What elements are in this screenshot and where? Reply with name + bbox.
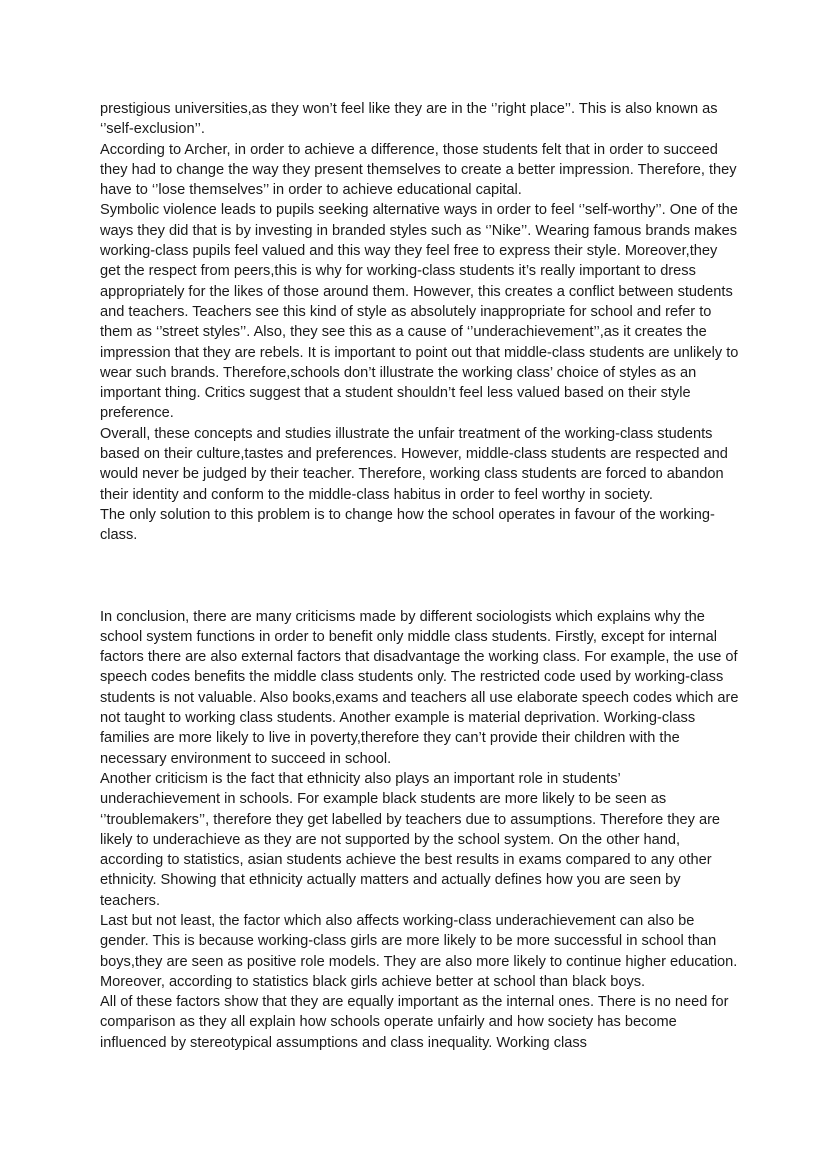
document-page [100,99,740,1053]
section-conclusion [100,607,740,1054]
paragraph-ethnicity: Another criticism is the fact that ethnicity also plays an important role in students’ underachievement in schools. For example black students are more likely to be seen as ‘’troublemakers’’, therefore they get labelled by teachers due to assumptions. Therefore they are likely to underachieve as they are not supported by the school system. On the other hand, according to statistics, asian students achieve the best results in exams compared to any other ethnicity. Showing that ethnicity actually matters and actually defines how you are seen by teachers. [100,770,721,909]
paragraph-self-exclusion: prestigious universities,as they won’t feel like they are in the ‘’right place’’. This is also known as ‘’self-exclusion’’. [100,101,718,138]
paragraph-symbolic-violence: Symbolic violence leads to pupils seeking alternative ways in order to feel ‘’self-worthy’’. One of the ways they did that is by investing in branded styles such as ‘’Nike’’. Wearing famous brands makes working-class pupils feel valued and this way they feel free to express their style. Moreover,they get the respect from peers,this is why for working-class students it’s really important to dress appropriately for the likes of those around them. However, this creates a conflict between students and teachers. Teachers see this kind of style as absolutely inappropriate for school and refer to them as ‘’street styles’’. Also, they see this as a cause of ‘’underachievement’’,as it creates the impression that they are rebels. It is important to point out that middle-class students are unlikely to wear such brands. Therefore,schools don’t illustrate the working class’ choice of styles as an important thing. Critics suggest that a student shouldn’t feel less valued based on their style preference. [100,202,739,422]
section-body [100,99,740,546]
paragraph-archer: According to Archer, in order to achieve a difference, those students felt that in order to succeed they had to change the way they present themselves to create a better impression. Therefore, they have to ‘’lose themselves’’ in order to achieve educational capital. [100,141,737,199]
section-gap [100,546,740,607]
paragraph-conclusion: In conclusion, there are many criticisms made by different sociologists which explains why the school system functions in order to benefit only middle class students. Firstly, except for internal factors there are also external factors that disadvantage the working class. For example, the use of speech codes benefits the middle class students only. The restricted code used by working-class students is not valuable. Also books,exams and teachers all use elaborate speech codes which are not taught to working class students. Another example is material deprivation. Working-class families are more likely to live in poverty,therefore they can’t provide their children with the necessary environment to succeed in school. [100,608,739,767]
paragraph-overall: Overall, these concepts and studies illustrate the unfair treatment of the working-class students based on their culture,tastes and preferences. However, middle-class students are respected and would never be judged by their teacher. Therefore, working class students are forced to abandon their identity and conform to the middle-class habitus in order to feel worthy in society. [100,425,728,503]
paragraph-solution: The only solution to this problem is to change how the school operates in favour of the working-class. [100,506,715,544]
paragraph-factors: All of these factors show that they are equally important as the internal ones. There is no need for comparison as they all explain how schools operate unfairly and how society has become influenced by stereotypical assumptions and class inequality. Working class [100,994,729,1051]
paragraph-gender: Last but not least, the factor which also affects working-class underachievement can also be gender. This is because working-class girls are more likely to be more successful in school than boys,they are seen as positive role models. They are also more likely to continue higher education. Moreover, according to statistics black girls achieve better at school than black boys. [100,912,738,990]
